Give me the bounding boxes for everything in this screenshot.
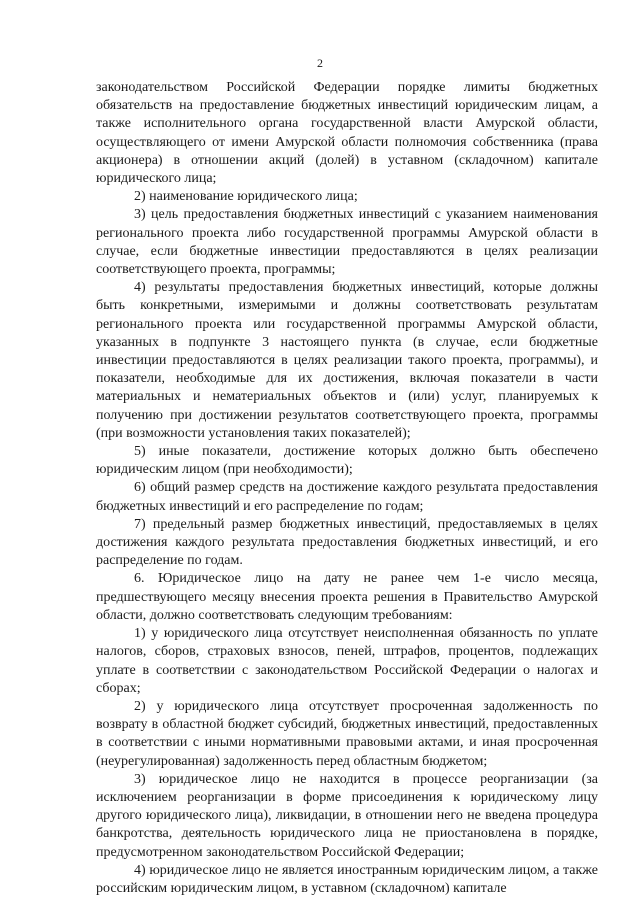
paragraph: 3) цель предоставления бюджетных инвестиций с указанием наименования регионального проекта либо государственной программы Амурской области в случае, если бюджетные инвестиции предоставляются в целях реализации соответствующего проекта, программы; xyxy=(96,207,598,278)
paragraph: 7) предельный размер бюджетных инвестиций, предоставляемых в целях достижения каждого результата предоставления бюджетных инвестиций, и его распределение по годам. xyxy=(96,516,598,569)
paragraph: законодательством Российской Федерации порядке лимиты бюджетных обязательств на предоставление бюджетных инвестиций юридическим лицам, а также исполнительного органа государственной власти Амурской области, осуществляющего от имени Амурской области полномочия собственника (права акционера) в отношении акций (долей) в уставном (складочном) капитале юридического лица; xyxy=(96,80,598,187)
paragraph: 2) у юридического лица отсутствует просроченная задолженность по возврату в областной бюджет субсидий, бюджетных инвестиций, предоставленных в соответствии с иными нормативными правовыми актами, и иная просроченная (неурегулированная) задолженность перед областным бюджетом; xyxy=(96,698,598,769)
document-body xyxy=(96,79,598,898)
paragraph: 5) иные показатели, достижение которых должно быть обеспечено юридическим лицом (при необходимости); xyxy=(96,444,598,478)
page-number: 2 xyxy=(317,56,323,70)
paragraph: 6) общий размер средств на достижение каждого результата предоставления бюджетных инвестиций и его распределение по годам; xyxy=(96,480,598,514)
paragraph: 6. Юридическое лицо на дату не ранее чем 1-е число месяца, предшествующего месяцу внесения проекта решения в Правительство Амурской области, должно соответствовать следующим требованиям: xyxy=(96,571,598,623)
paragraph: 4) юридическое лицо не является иностранным юридическим лицом, а также российским юридическим лицом, в уставном (складочном) капитале xyxy=(96,862,598,896)
paragraph: 2) наименование юридического лица; xyxy=(134,189,358,205)
paragraph: 4) результаты предоставления бюджетных инвестиций, которые должны быть конкретными, измеримыми и должны соответствовать результатам регионального проекта или государственной программы Амурской области, указанных в подпункте 3 настоящего пункта (в случае, если бюджетные инвестиции предоставляются в целях реализации такого проекта, программы), и показатели, необходимые для их достижения, включая показатели в части материальных и нематериальных объектов и (или) услуг, планируемых к получению при достижении результатов соответствующего проекта, программы (при возможности установления таких показателей); xyxy=(96,280,598,441)
paragraph: 1) у юридического лица отсутствует неисполненная обязанность по уплате налогов, сборов, страховых взносов, пеней, штрафов, процентов, подлежащих уплате в соответствии с законодательством Российской Федерации о налогах и сборах; xyxy=(96,626,598,696)
paragraph: 3) юридическое лицо не находится в процессе реорганизации (за исключением реорганизации в форме присоединения к юридическому лицу другого юридического лица), ликвидации, в отношении него не введена процедура банкротства, деятельность юридического лица не приостановлена в порядке, предусмотренном законодательством Российской Федерации; xyxy=(96,771,598,860)
